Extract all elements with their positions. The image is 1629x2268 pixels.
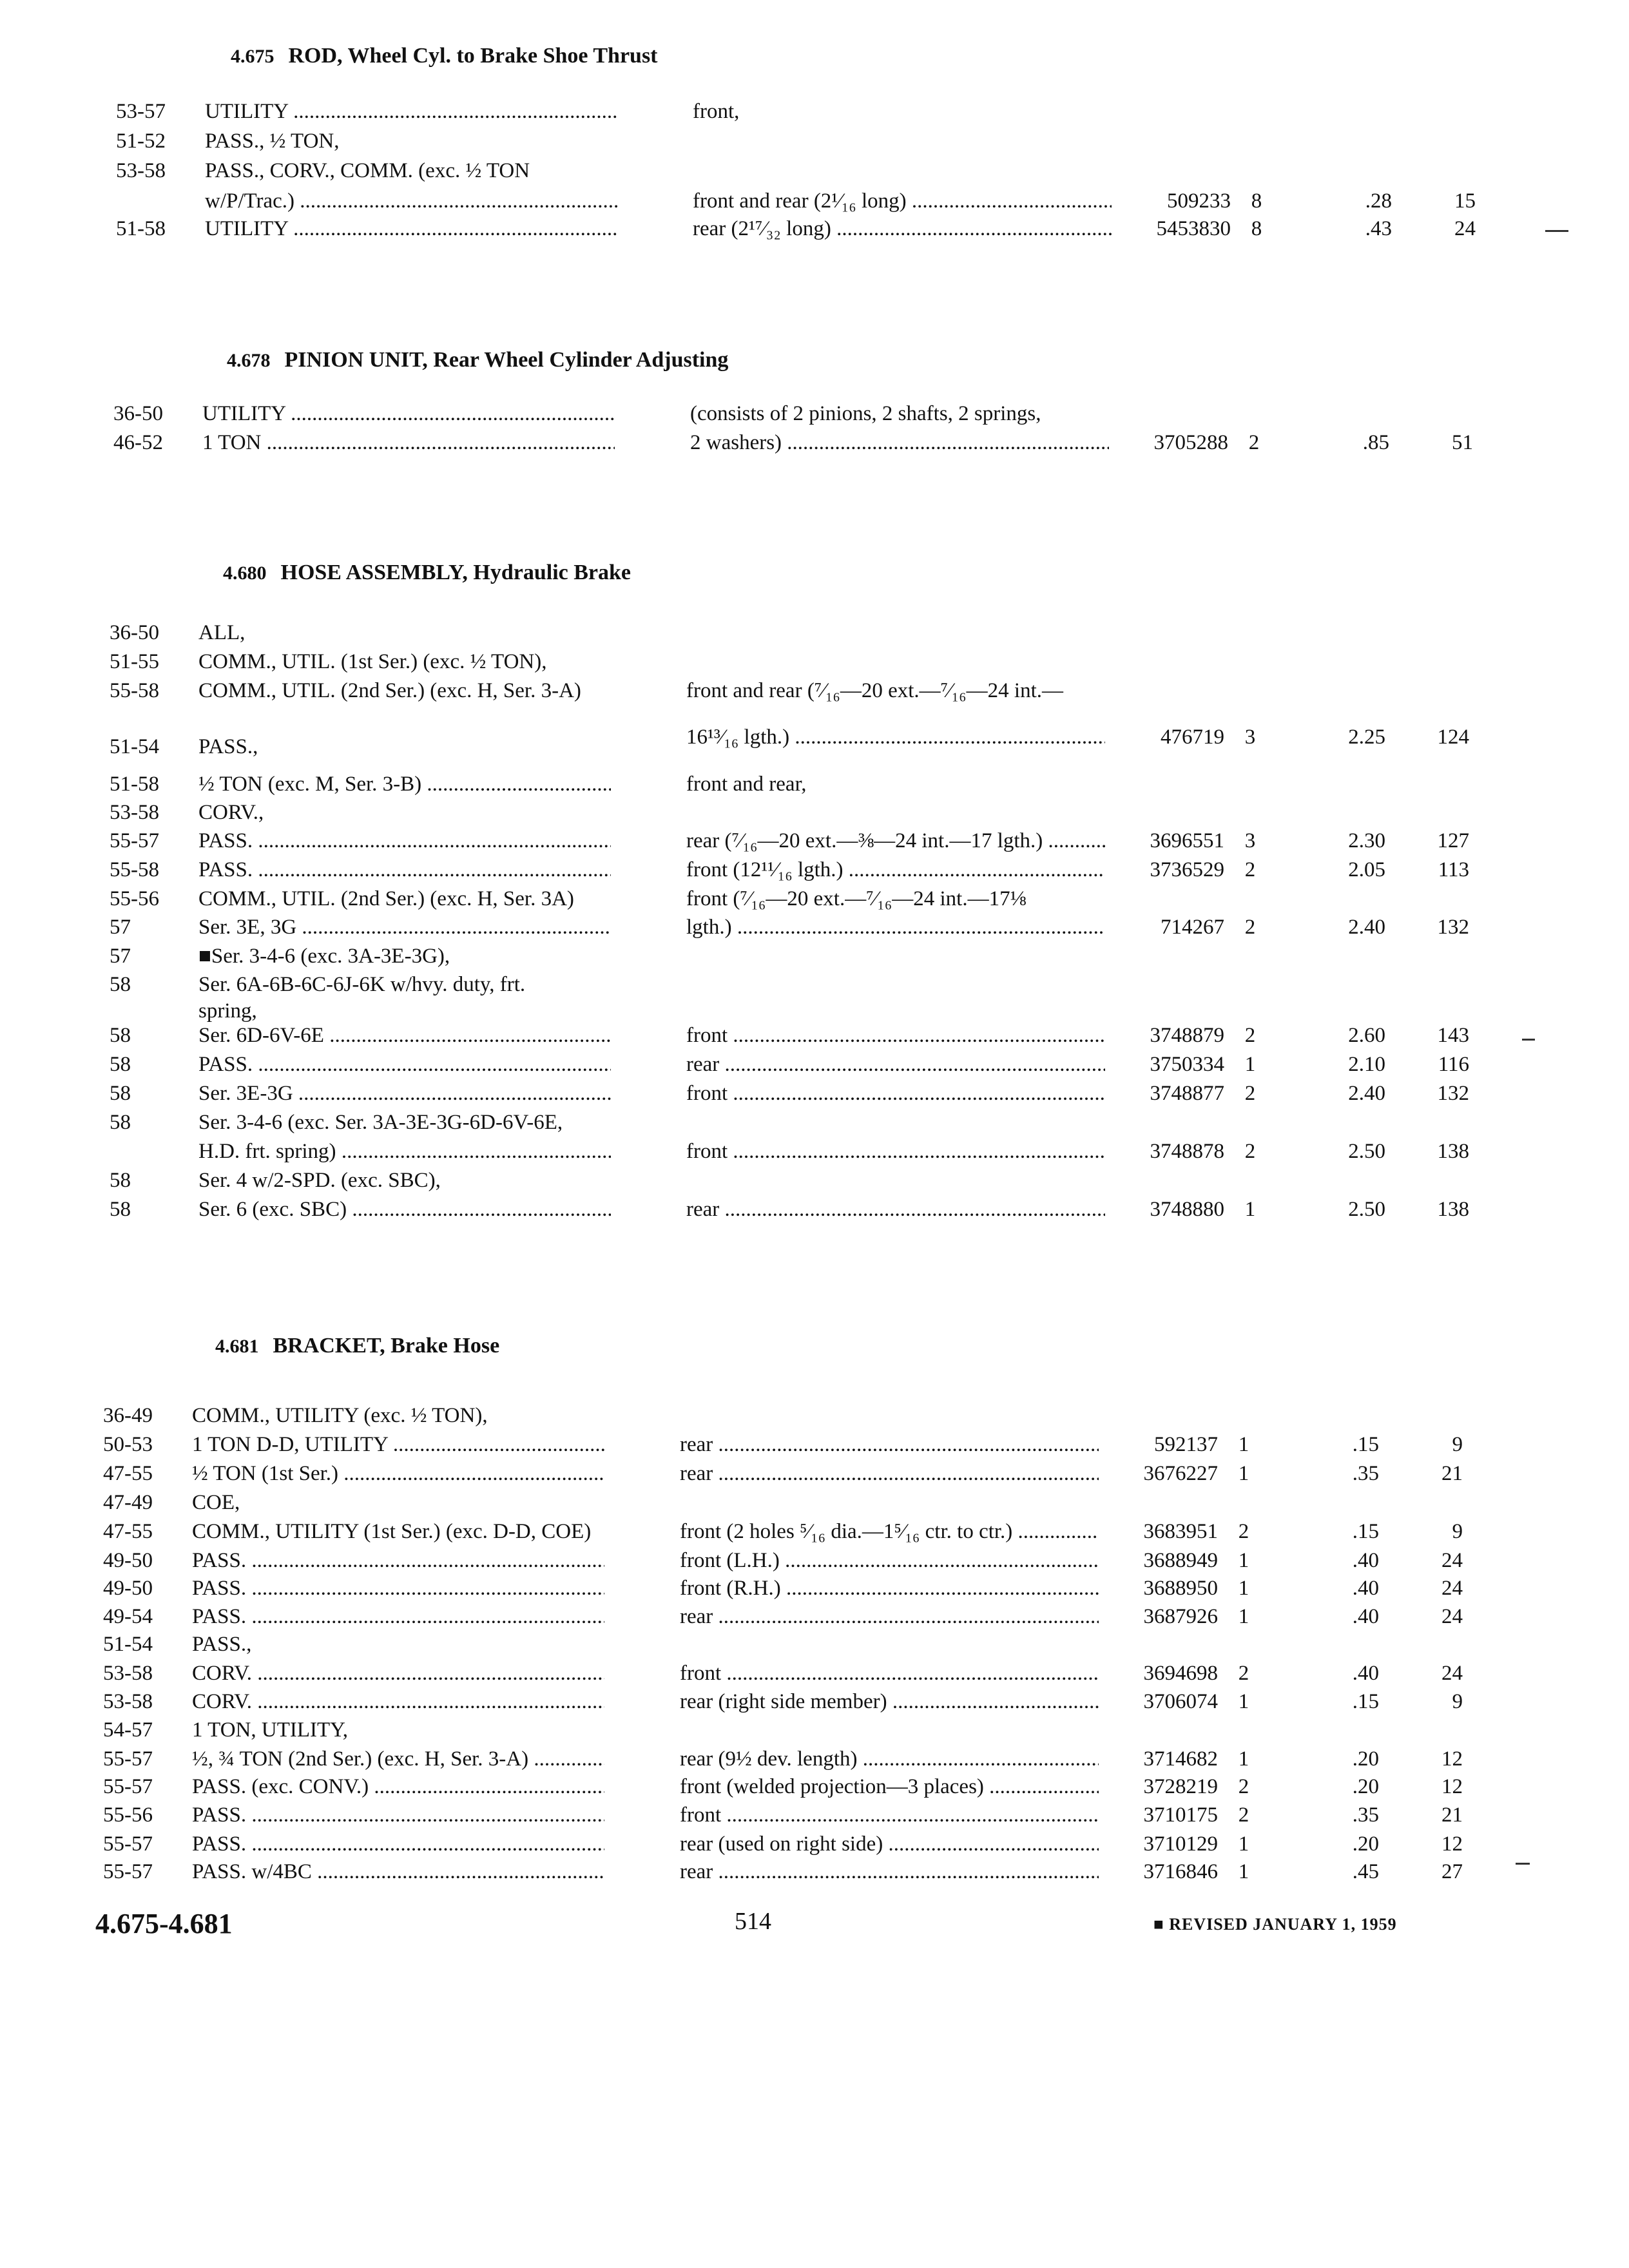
table-row: [0, 1401, 1616, 1430]
list-price: .15: [1352, 1433, 1379, 1456]
part-number: 3714682: [1143, 1747, 1218, 1771]
year-range: 58: [110, 1053, 131, 1076]
page-number: 514: [735, 1908, 771, 1935]
list-price: .45: [1352, 1860, 1379, 1883]
year-range: 51-54: [110, 735, 159, 758]
model-applicability: COMM., UTIL. (2nd Ser.) (exc. H, Ser. 3A): [198, 887, 574, 910]
table-row: [0, 1687, 1616, 1716]
part-description: front .....: [686, 1137, 1105, 1166]
table-row: [0, 1716, 1616, 1744]
part-number: 3706074: [1143, 1690, 1218, 1713]
part-number: 3710175: [1143, 1803, 1218, 1827]
table-row: [0, 1745, 1616, 1773]
list-price: 2.30: [1348, 829, 1385, 852]
part-number: 592137: [1154, 1433, 1218, 1456]
weight: 9: [1452, 1520, 1463, 1543]
model-applicability: PASS. .....: [192, 1801, 604, 1829]
year-range: 36-50: [110, 621, 159, 644]
year-range: 55-57: [110, 829, 159, 852]
part-description: front and rear,: [686, 773, 807, 796]
year-range: 53-58: [116, 159, 166, 182]
model-applicability: 1 TON, UTILITY,: [192, 1718, 348, 1742]
part-number: 509233: [1167, 189, 1231, 213]
model-applicability: CORV.,: [198, 801, 264, 824]
quantity: 1: [1244, 1053, 1256, 1076]
weight: 24: [1441, 1549, 1463, 1572]
part-number: 3748880: [1150, 1198, 1224, 1221]
model-applicability: w/P/Trac.) .....: [205, 187, 617, 215]
model-applicability: Ser. 6 (exc. SBC) .....: [198, 1195, 611, 1224]
weight: 51: [1452, 431, 1473, 454]
list-price: .85: [1362, 431, 1389, 454]
model-applicability: Ser. 6D-6V-6E .....: [198, 1021, 611, 1050]
list-price: .40: [1352, 1605, 1379, 1628]
section-heading: [215, 1334, 499, 1358]
quantity: 1: [1238, 1747, 1249, 1771]
model-applicability: CORV. .....: [192, 1659, 604, 1687]
table-row: [0, 1050, 1623, 1079]
table-row: [0, 1079, 1623, 1108]
part-description: rear (9½ dev. length) .....: [680, 1745, 1099, 1773]
quantity: 3: [1244, 726, 1256, 749]
model-applicability: PASS.,: [192, 1633, 252, 1656]
model-applicability: Ser. 4 w/2-SPD. (exc. SBC),: [198, 1169, 441, 1192]
quantity: 1: [1244, 1198, 1256, 1221]
model-applicability: H.D. frt. spring) .....: [198, 1137, 611, 1166]
year-range: 36-50: [113, 402, 163, 425]
quantity: 2: [1244, 1082, 1256, 1105]
section-number: 4.681: [215, 1336, 259, 1357]
table-row: [0, 770, 1623, 798]
year-range: 49-54: [103, 1605, 153, 1628]
weight: 27: [1441, 1860, 1463, 1883]
part-description: rear .....: [680, 1430, 1099, 1459]
quantity: 1: [1238, 1433, 1249, 1456]
quantity: 2: [1244, 858, 1256, 881]
list-price: 2.50: [1348, 1198, 1385, 1221]
table-row: [0, 1830, 1616, 1858]
part-description: front .....: [686, 1079, 1105, 1108]
part-number: 714267: [1161, 916, 1224, 939]
part-description: front (12¹¹⁄₁₆ lgth.) .....: [686, 856, 1105, 884]
table-row: [0, 1574, 1616, 1602]
list-price: .40: [1352, 1549, 1379, 1572]
weight: 127: [1437, 829, 1469, 852]
model-applicability: PASS. .....: [192, 1546, 604, 1575]
margin-tick-mark: [1522, 1039, 1535, 1041]
table-row: [0, 677, 1623, 705]
table-row: [0, 733, 1623, 761]
table-row: [0, 970, 1623, 999]
part-description: rear .....: [680, 1602, 1099, 1631]
section-heading: [231, 44, 658, 68]
model-applicability: PASS. .....: [198, 827, 611, 855]
quantity: 1: [1238, 1577, 1249, 1600]
section-title: ROD, Wheel Cyl. to Brake Shoe Thrust: [288, 44, 658, 68]
model-applicability: PASS. .....: [192, 1830, 604, 1858]
section-number: 4.675: [231, 46, 275, 67]
table-row: [0, 1137, 1623, 1166]
revised-date: ■ REVISED JANUARY 1, 1959: [1153, 1915, 1397, 1934]
section-number: 4.678: [227, 350, 271, 371]
part-description: front .....: [680, 1659, 1099, 1687]
year-range: 51-58: [116, 217, 166, 240]
model-applicability: UTILITY .....: [202, 399, 615, 428]
weight: 124: [1437, 726, 1469, 749]
model-applicability: PASS., ½ TON,: [205, 130, 340, 153]
weight: 132: [1437, 916, 1469, 939]
year-range: 51-58: [110, 773, 159, 796]
table-row: [0, 1108, 1623, 1137]
part-description: front .....: [680, 1801, 1099, 1829]
model-applicability: COMM., UTIL. (2nd Ser.) (exc. H, Ser. 3-A): [198, 679, 581, 702]
quantity: 2: [1244, 916, 1256, 939]
model-applicability: PASS. .....: [198, 856, 611, 884]
weight: 9: [1452, 1690, 1463, 1713]
model-applicability: Ser. 3-4-6 (exc. Ser. 3A-3E-3G-6D-6V-6E,: [198, 1111, 563, 1134]
list-price: .35: [1352, 1803, 1379, 1827]
quantity: 1: [1238, 1462, 1249, 1485]
year-range: 51-54: [103, 1633, 153, 1656]
year-range: 55-58: [110, 858, 159, 881]
list-price: 2.10: [1348, 1053, 1385, 1076]
model-applicability: spring,: [198, 999, 257, 1023]
model-applicability: PASS. .....: [192, 1602, 604, 1631]
year-range: 55-57: [103, 1747, 153, 1771]
table-row: [0, 1659, 1616, 1687]
list-price: .40: [1352, 1662, 1379, 1685]
model-applicability: PASS. (exc. CONV.) .....: [192, 1773, 604, 1801]
table-row: [0, 885, 1623, 913]
model-applicability: ALL,: [198, 621, 246, 644]
part-number: 3696551: [1150, 829, 1224, 852]
model-applicability: ■Ser. 3-4-6 (exc. 3A-3E-3G),: [198, 945, 450, 968]
model-applicability: 1 TON D-D, UTILITY .....: [192, 1430, 604, 1459]
model-applicability: Ser. 6A-6B-6C-6J-6K w/hvy. duty, frt.: [198, 973, 526, 996]
table-row: [0, 913, 1623, 941]
model-applicability: PASS. .....: [198, 1050, 611, 1079]
table-row: [0, 127, 1629, 155]
table-row: [0, 1773, 1616, 1801]
model-applicability: Ser. 3E-3G .....: [198, 1079, 611, 1108]
part-description: rear .....: [686, 1050, 1105, 1079]
list-price: .20: [1352, 1775, 1379, 1798]
part-number: 3748879: [1150, 1024, 1224, 1047]
table-row: [0, 798, 1623, 827]
table-row: [0, 157, 1629, 185]
part-description: rear (used on right side) .....: [680, 1830, 1099, 1858]
part-description: front and rear (⁷⁄₁₆—20 ext.—⁷⁄₁₆—24 int.—: [686, 679, 1064, 702]
list-price: .15: [1352, 1520, 1379, 1543]
section-title: PINION UNIT, Rear Wheel Cylinder Adjusting: [284, 348, 729, 372]
part-description: rear (2¹⁷⁄₃₂ long) .....: [693, 215, 1112, 243]
part-number: 3728219: [1143, 1775, 1218, 1798]
part-description: front and rear (2¹⁄₁₆ long) .....: [693, 187, 1112, 215]
model-applicability: ½ TON (1st Ser.) .....: [192, 1459, 604, 1488]
part-number: 3687926: [1143, 1605, 1218, 1628]
table-row: [0, 1195, 1623, 1224]
weight: 12: [1441, 1747, 1463, 1771]
year-range: 50-53: [103, 1433, 153, 1456]
part-description: (consists of 2 pinions, 2 shafts, 2 springs,: [690, 402, 1041, 425]
quantity: 1: [1238, 1832, 1249, 1856]
list-price: 2.40: [1348, 916, 1385, 939]
quantity: 8: [1251, 189, 1262, 213]
quantity: 3: [1244, 829, 1256, 852]
table-row: [0, 1459, 1616, 1488]
model-applicability: UTILITY .....: [205, 215, 617, 243]
section-heading: [223, 561, 631, 585]
table-row: [0, 1517, 1616, 1546]
table-row: [0, 1166, 1623, 1195]
model-applicability: PASS. w/4BC .....: [192, 1858, 604, 1886]
part-number: 3688950: [1143, 1577, 1218, 1600]
list-price: 2.40: [1348, 1082, 1385, 1105]
weight: 9: [1452, 1433, 1463, 1456]
model-applicability: PASS., CORV., COMM. (exc. ½ TON: [205, 159, 530, 182]
list-price: .20: [1352, 1832, 1379, 1856]
model-applicability: ½ TON (exc. M, Ser. 3-B) .....: [198, 770, 611, 798]
part-number: 3750334: [1150, 1053, 1224, 1076]
table-row: [0, 856, 1623, 884]
part-description: rear .....: [686, 1195, 1105, 1224]
part-description: rear .....: [680, 1858, 1099, 1886]
weight: 24: [1441, 1577, 1463, 1600]
model-applicability: COE,: [192, 1491, 240, 1514]
part-number: 3694698: [1143, 1662, 1218, 1685]
year-range: 46-52: [113, 431, 163, 454]
year-range: 55-56: [103, 1803, 153, 1827]
weight: 138: [1437, 1198, 1469, 1221]
weight: 24: [1441, 1605, 1463, 1628]
part-description: rear (⁷⁄₁₆—20 ext.—⅜—24 int.—17 lgth.) .....: [686, 827, 1105, 855]
year-range: 47-55: [103, 1462, 153, 1485]
part-description: front (R.H.) .....: [680, 1574, 1099, 1602]
weight: 12: [1441, 1832, 1463, 1856]
list-price: 2.60: [1348, 1024, 1385, 1047]
weight: 113: [1438, 858, 1469, 881]
quantity: 2: [1244, 1024, 1256, 1047]
model-applicability: PASS.,: [198, 735, 258, 758]
part-description: front (2 holes ⁵⁄₁₆ dia.—1⁵⁄₁₆ ctr. to ctr.) .....: [680, 1517, 1099, 1546]
list-price: .35: [1352, 1462, 1379, 1485]
table-row: [0, 619, 1623, 647]
table-row: [0, 97, 1629, 126]
year-range: 55-58: [110, 679, 159, 702]
weight: 21: [1441, 1462, 1463, 1485]
part-number: 3710129: [1143, 1832, 1218, 1856]
table-row: [0, 1858, 1616, 1886]
year-range: 53-57: [116, 100, 166, 123]
year-range: 58: [110, 973, 131, 996]
part-number: 3676227: [1143, 1462, 1218, 1485]
model-applicability: COMM., UTILITY (1st Ser.) (exc. D-D, COE): [192, 1520, 592, 1543]
table-row: [0, 215, 1629, 243]
table-row: [0, 1801, 1616, 1829]
year-range: 47-55: [103, 1520, 153, 1543]
year-range: 55-57: [103, 1775, 153, 1798]
list-price: 2.05: [1348, 858, 1385, 881]
part-description: rear .....: [680, 1459, 1099, 1488]
year-range: 58: [110, 1082, 131, 1105]
year-range: 58: [110, 1198, 131, 1221]
year-range: 53-58: [103, 1662, 153, 1685]
quantity: 1: [1238, 1690, 1249, 1713]
table-row: [0, 1602, 1616, 1631]
year-range: 57: [110, 945, 131, 968]
year-range: 55-57: [103, 1832, 153, 1856]
part-description: front (L.H.) .....: [680, 1546, 1099, 1575]
part-description: rear (right side member) .....: [680, 1687, 1099, 1716]
part-number: 3748877: [1150, 1082, 1224, 1105]
table-row: [0, 1630, 1616, 1658]
weight: 138: [1437, 1140, 1469, 1163]
part-number: 3716846: [1143, 1860, 1218, 1883]
section-title: BRACKET, Brake Hose: [273, 1334, 500, 1358]
table-row: [0, 1546, 1616, 1575]
year-range: 51-52: [116, 130, 166, 153]
table-row: [0, 1430, 1616, 1459]
year-range: 55-57: [103, 1860, 153, 1883]
weight: 24: [1441, 1662, 1463, 1685]
year-range: 57: [110, 916, 131, 939]
year-range: 49-50: [103, 1549, 153, 1572]
table-row: [0, 399, 1626, 428]
quantity: 2: [1238, 1803, 1249, 1827]
weight: 116: [1438, 1053, 1469, 1076]
footer-range: 4.675-4.681: [95, 1908, 233, 1939]
quantity: 2: [1248, 431, 1260, 454]
list-price: .20: [1352, 1747, 1379, 1771]
quantity: 1: [1238, 1549, 1249, 1572]
year-range: 51-55: [110, 650, 159, 673]
year-range: 54-57: [103, 1718, 153, 1742]
weight: 15: [1454, 189, 1476, 213]
quantity: 1: [1238, 1605, 1249, 1628]
year-range: 53-58: [110, 801, 159, 824]
quantity: 8: [1251, 217, 1262, 240]
part-description: front (welded projection—3 places) .....: [680, 1773, 1099, 1801]
quantity: 2: [1244, 1140, 1256, 1163]
year-range: 36-49: [103, 1404, 153, 1427]
model-applicability: Ser. 3E, 3G .....: [198, 913, 611, 941]
model-applicability: CORV. .....: [192, 1687, 604, 1716]
margin-tick-mark: [1545, 230, 1568, 232]
table-row: [0, 648, 1623, 676]
part-description: lgth.) .....: [686, 913, 1105, 941]
margin-tick-mark: [1516, 1863, 1530, 1865]
part-number: 476719: [1161, 726, 1224, 749]
part-number: 3705288: [1153, 431, 1228, 454]
model-applicability: COMM., UTIL. (1st Ser.) (exc. ½ TON),: [198, 650, 547, 673]
weight: 24: [1454, 217, 1476, 240]
list-price: .43: [1365, 217, 1392, 240]
part-description: front .....: [686, 1021, 1105, 1050]
part-description: 2 washers) .....: [690, 428, 1109, 457]
part-description: front,: [693, 100, 740, 123]
year-range: 58: [110, 1169, 131, 1192]
year-range: 58: [110, 1111, 131, 1134]
model-applicability: COMM., UTILITY (exc. ½ TON),: [192, 1404, 488, 1427]
list-price: .15: [1352, 1690, 1379, 1713]
part-number: 5453830: [1156, 217, 1231, 240]
section-heading: [227, 348, 728, 372]
table-row: [0, 827, 1623, 855]
weight: 12: [1441, 1775, 1463, 1798]
table-row: [0, 428, 1626, 457]
table-row: [0, 1488, 1616, 1517]
table-row: [0, 942, 1623, 970]
year-range: 53-58: [103, 1690, 153, 1713]
quantity: 1: [1238, 1860, 1249, 1883]
year-range: 55-56: [110, 887, 159, 910]
quantity: 2: [1238, 1520, 1249, 1543]
list-price: .28: [1365, 189, 1392, 213]
part-description: 16¹³⁄₁₆ lgth.) .....: [686, 723, 1105, 751]
list-price: 2.25: [1348, 726, 1385, 749]
quantity: 2: [1238, 1775, 1249, 1798]
quantity: 2: [1238, 1662, 1249, 1685]
section-number: 4.680: [223, 562, 267, 584]
part-description: front (⁷⁄₁₆—20 ext.—⁷⁄₁₆—24 int.—17⅛: [686, 887, 1027, 910]
list-price: .40: [1352, 1577, 1379, 1600]
list-price: 2.50: [1348, 1140, 1385, 1163]
part-number: 3748878: [1150, 1140, 1224, 1163]
part-number: 3736529: [1150, 858, 1224, 881]
model-applicability: 1 TON .....: [202, 428, 615, 457]
weight: 21: [1441, 1803, 1463, 1827]
table-row: [0, 1021, 1623, 1050]
section-title: HOSE ASSEMBLY, Hydraulic Brake: [280, 561, 631, 584]
year-range: 47-49: [103, 1491, 153, 1514]
weight: 143: [1437, 1024, 1469, 1047]
part-number: 3688949: [1143, 1549, 1218, 1572]
year-range: 58: [110, 1024, 131, 1047]
model-applicability: UTILITY .....: [205, 97, 617, 126]
model-applicability: PASS. .....: [192, 1574, 604, 1602]
year-range: 49-50: [103, 1577, 153, 1600]
model-applicability: ½, ¾ TON (2nd Ser.) (exc. H, Ser. 3-A) .....: [192, 1745, 604, 1773]
part-number: 3683951: [1143, 1520, 1218, 1543]
table-row: [0, 187, 1629, 215]
weight: 132: [1437, 1082, 1469, 1105]
